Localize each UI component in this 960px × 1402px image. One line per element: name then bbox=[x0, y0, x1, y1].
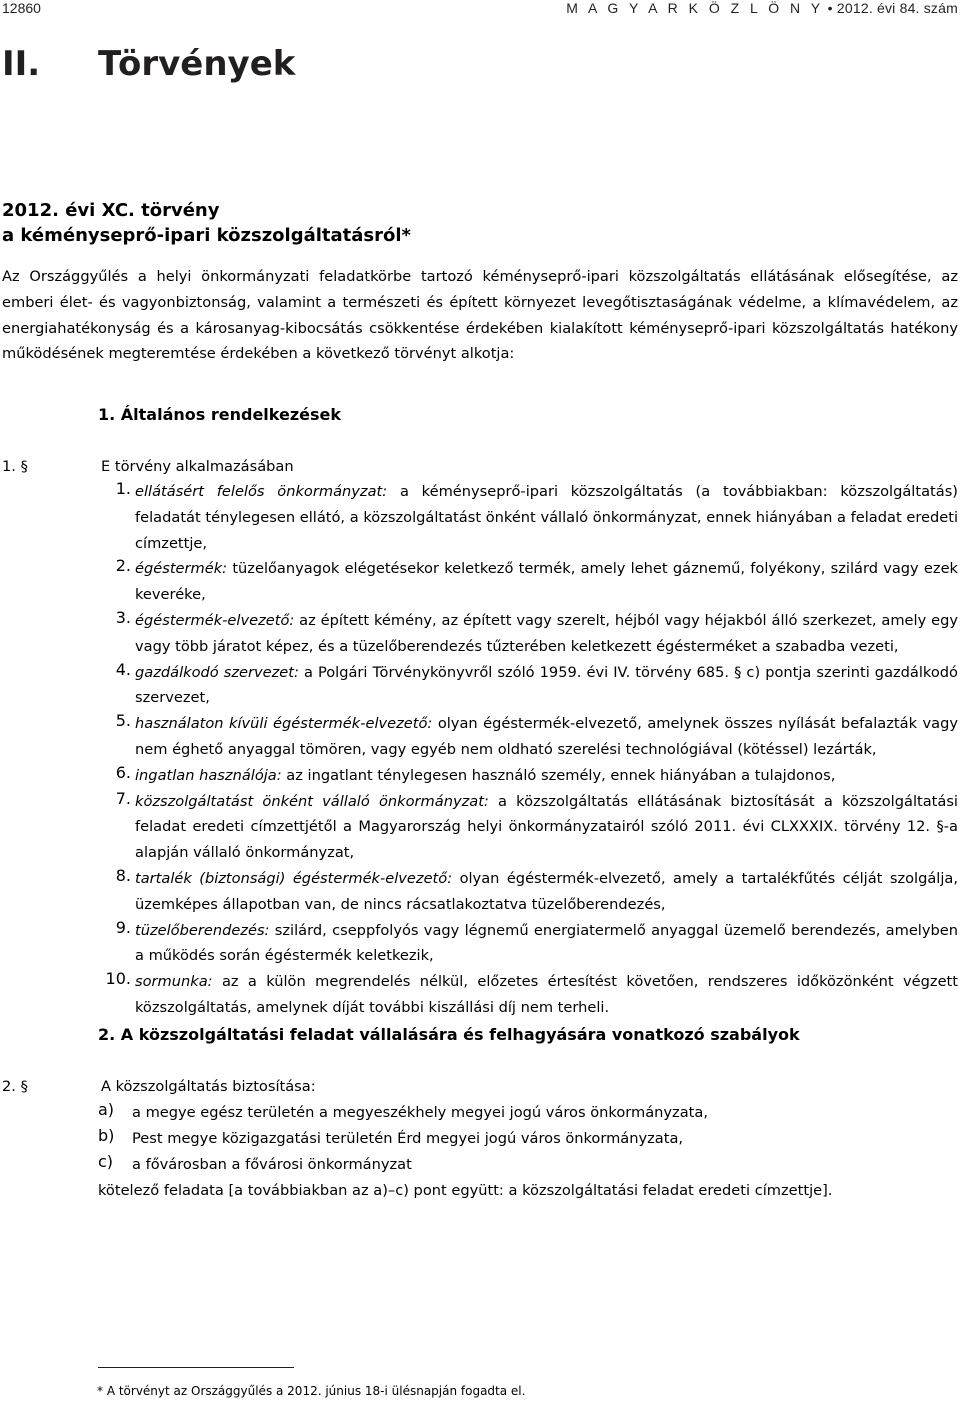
section-title: Törvények bbox=[98, 44, 296, 84]
definition-term: közszolgáltatást önként vállaló önkormányzat: bbox=[135, 792, 489, 810]
definitions-list bbox=[98, 479, 958, 1021]
definition-text bbox=[135, 608, 958, 660]
definition-text bbox=[135, 660, 958, 712]
definition-body: a közszolgáltatás ellátásának biztosítását a közszolgáltatási feladat eredeti címzettjétől a Magyarország helyi önkormányzatairól szóló 2011. évi CLXXXIX. törvény 12. §-a alapján vállaló önkormányzat, bbox=[135, 792, 958, 862]
definition-body: olyan égéstermék-elvezető, amelynek összes nyílását befalazták vagy nem éghető anyaggal tömören, vagy egyéb nem oldható szerelési technológiával (kötéssel) lezárták, bbox=[135, 715, 958, 758]
list-item-text: Pest megye közigazgatási területén Érd megyei jogú város önkormányzata, bbox=[132, 1129, 684, 1147]
issue-number: 2012. évi 84. szám bbox=[836, 0, 958, 16]
definition-body: az a külön megrendelés nélkül, előzetes értesítést követően, rendszeres időközönként végzett közszolgáltatás, amelynek díját további kiszállási díj nem terheli. bbox=[135, 973, 958, 1016]
section-number: II. bbox=[2, 44, 41, 84]
definition-text bbox=[135, 918, 958, 970]
definition-number: 5. bbox=[115, 711, 131, 731]
list-item bbox=[98, 1152, 708, 1178]
definition-term: ingatlan használója: bbox=[135, 766, 282, 784]
definition-term: égéstermék-elvezető: bbox=[135, 611, 295, 629]
definition-number: 8. bbox=[115, 865, 131, 885]
list-item-text: a megye egész területén a megyeszékhely megyei jogú város önkormányzata, bbox=[132, 1104, 708, 1121]
footnote: * A törvényt az Országgyűlés a 2012. június 18-i ülésnapján fogadta el. bbox=[97, 1384, 526, 1398]
definition-text bbox=[135, 789, 958, 866]
letter-list bbox=[98, 1100, 708, 1177]
chapter-1-heading: 1. Általános rendelkezések bbox=[98, 405, 342, 424]
preamble: Az Országgyűlés a helyi önkormányzati feladatkörbe tartozó kéményseprő-ipari közszolgáltatás ellátásának elősegítése, az emberi élet- és vagyonbiztonság, valamint a természeti és épített környezet levegőtisztaságának védelme, a klímavédelem, az energiahatékonyság és a károsanyag-kibocsátás csökkentése érdekében kialakított kéményseprő-ipari közszolgáltatás hatékony működésének megteremtése érdekében a következő törvényt alkotja: bbox=[2, 268, 958, 363]
definition-term: sormunka: bbox=[135, 973, 213, 991]
definition-text bbox=[135, 479, 958, 556]
list-item-letter: a) bbox=[98, 1100, 115, 1119]
paragraph-2-title: A közszolgáltatás biztosítása: bbox=[101, 1078, 316, 1095]
law-title bbox=[2, 198, 411, 248]
definition-body: szilárd, cseppfolyós vagy légnemű energiatermelő anyaggal üzemelő berendezés, amelyben a működés során égéstermék keletkezik, bbox=[135, 921, 958, 965]
list-item-letter: b) bbox=[98, 1125, 115, 1145]
definition-item bbox=[98, 918, 958, 970]
law-title-line1: 2012. évi XC. törvény bbox=[2, 200, 220, 221]
closing-text: kötelező feladata [a továbbiakban az a)–c) pont együtt: a közszolgáltatási feladat eredeti címzettje]. bbox=[98, 1182, 833, 1199]
list-item-text: a fővárosban a fővárosi önkormányzat bbox=[132, 1155, 412, 1173]
footnote-divider bbox=[98, 1367, 294, 1368]
law-title-line2: a kéményseprő-ipari közszolgáltatásról* bbox=[2, 225, 411, 246]
definition-item bbox=[98, 969, 958, 1021]
definition-item bbox=[98, 789, 958, 866]
paragraph-2-mark: 2. § bbox=[2, 1078, 28, 1095]
definition-text bbox=[135, 556, 958, 608]
definition-text bbox=[135, 711, 958, 763]
definition-body: a Polgári Törvénykönyvről szóló 1959. évi IV. törvény 685. § c) pontja szerinti gazdálkodó szervezet, bbox=[135, 663, 958, 707]
list-item bbox=[98, 1100, 708, 1126]
definition-number: 4. bbox=[115, 659, 131, 679]
definition-number: 3. bbox=[115, 607, 131, 627]
definition-text bbox=[135, 866, 958, 918]
definition-body: az épített kémény, az épített vagy szerelt, héjból vagy héjakból álló szerkezet, amely egy vagy több járatot képez, és a tüzelőberendezés tűzterében keletkezett égésterméket a szabadba vezeti, bbox=[135, 611, 958, 655]
journal-name: M A G Y A R K Ö Z L Ö N Y bbox=[566, 0, 824, 16]
list-item-letter: c) bbox=[98, 1151, 114, 1171]
list-item bbox=[98, 1126, 708, 1152]
definition-item bbox=[98, 711, 958, 763]
definition-number: 2. bbox=[115, 556, 131, 576]
definition-text bbox=[135, 763, 958, 789]
definition-number: 1. bbox=[115, 479, 131, 498]
definition-term: használaton kívüli égéstermék-elvezető: bbox=[135, 715, 433, 733]
definition-term: égéstermék: bbox=[135, 560, 228, 578]
definition-item bbox=[98, 479, 958, 556]
definition-body: olyan égéstermék-elvezető, amely a tartalékfűtés célját szolgálja, üzemképes állapotban van, de nincs rácsatlakoztatva tüzelőberendezés, bbox=[135, 869, 958, 913]
bullet-separator: • bbox=[827, 0, 833, 16]
definition-item bbox=[98, 660, 958, 712]
definition-item bbox=[98, 763, 958, 789]
chapter-2-heading: 2. A közszolgáltatási feladat vállalására és felhagyására vonatkozó szabályok bbox=[98, 1025, 800, 1044]
definition-term: tartalék (biztonsági) égéstermék-elvezető: bbox=[135, 869, 453, 887]
definition-term: tüzelőberendezés: bbox=[135, 921, 270, 939]
definition-body: a kéményseprő-ipari közszolgáltatás (a továbbiakban: közszolgáltatás) feladatát ténylegesen ellátó, a közszolgáltatást önként vállaló önkormányzat, ennek hiányában a feladat eredeti címzettje, bbox=[135, 483, 958, 552]
definition-body: tüzelőanyagok elégetésekor keletkező termék, amely lehet gáznemű, folyékony, szilárd vagy ezek keveréke, bbox=[135, 560, 958, 604]
definition-number: 10. bbox=[105, 969, 131, 989]
page-number: 12860 bbox=[2, 0, 41, 16]
definition-term: ellátásért felelős önkormányzat: bbox=[135, 483, 388, 500]
definition-term: gazdálkodó szervezet: bbox=[135, 663, 299, 681]
journal-header bbox=[566, 0, 958, 16]
definition-number: 6. bbox=[115, 762, 131, 782]
paragraph-1-title: E törvény alkalmazásában bbox=[101, 458, 294, 475]
definition-body: az ingatlant ténylegesen használó személy, ennek hiányában a tulajdonos, bbox=[281, 766, 836, 784]
definition-number: 9. bbox=[115, 917, 131, 937]
definition-item bbox=[98, 608, 958, 660]
paragraph-1-mark: 1. § bbox=[2, 458, 28, 475]
definition-text bbox=[135, 969, 958, 1021]
definition-item bbox=[98, 866, 958, 918]
definition-number: 7. bbox=[115, 788, 131, 808]
definition-item bbox=[98, 556, 958, 608]
